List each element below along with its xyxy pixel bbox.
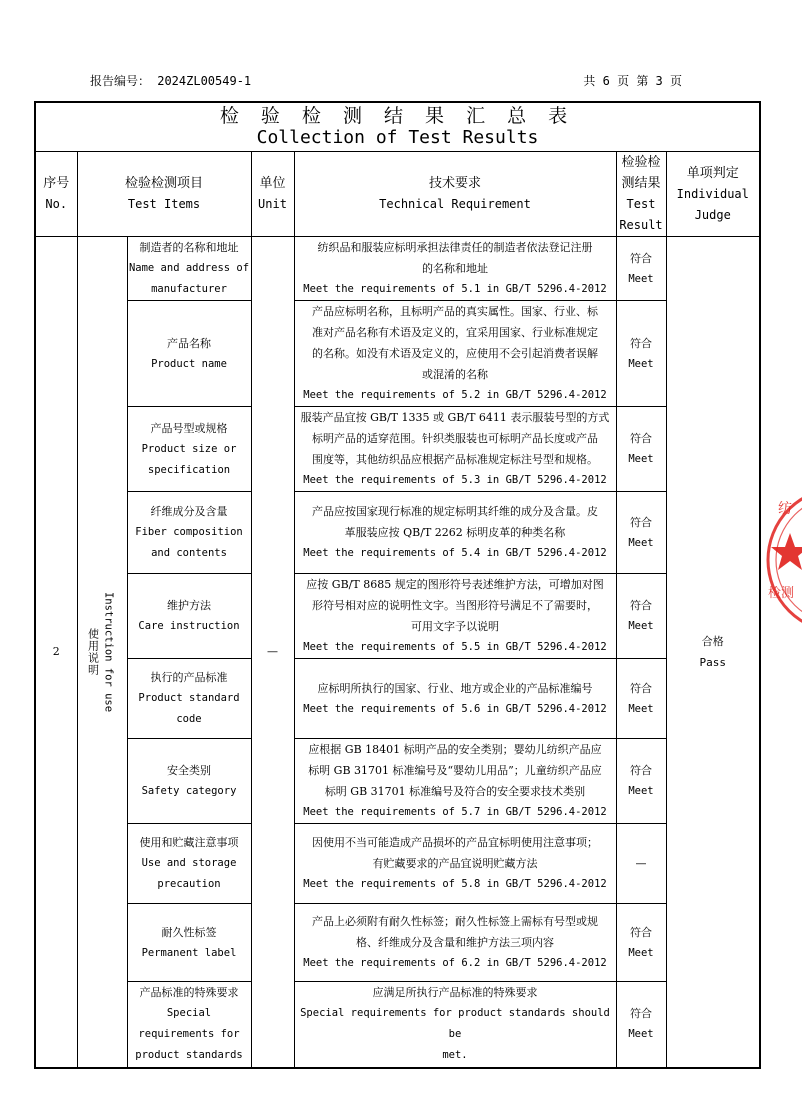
col-header-result-en-2: Result — [619, 218, 663, 232]
test-item-cn: 产品标准的特殊要求 — [139, 986, 239, 1000]
requirement-ref-line: Meet the requirements of 5.1 in GB/T 5296.4-2012 — [303, 283, 607, 295]
table-row — [35, 407, 760, 492]
col-header-result-en-1: Test — [626, 197, 656, 211]
requirement-ref-line: Meet the requirements of 5.3 in GB/T 5296.4-2012 — [303, 474, 607, 486]
individual-judge — [666, 237, 760, 1068]
test-result-en: Meet — [628, 785, 654, 797]
test-item-en: specification — [147, 463, 231, 476]
test-result — [616, 904, 666, 982]
col-header-requirement-cn: 技术要求 — [428, 176, 481, 191]
requirement-ref-line: Meet the requirements of 5.7 in GB/T 5296.4-2012 — [303, 806, 607, 818]
test-result-cn: 符合 — [630, 251, 652, 265]
judge-en: Pass — [699, 655, 726, 669]
test-item-en: requirements for — [138, 1028, 240, 1041]
category-cn: 使用说明 — [86, 627, 100, 676]
test-item-en: Special — [166, 1007, 212, 1020]
test-result-en: Meet — [628, 357, 654, 370]
test-item-cn: 执行的产品标准 — [150, 671, 228, 684]
test-result-en: Meet — [628, 620, 654, 632]
test-item-en: Permanent label — [141, 946, 237, 959]
test-result-en: Meet — [628, 946, 654, 959]
test-item-en: Use and storage — [141, 857, 237, 869]
test-item — [127, 574, 251, 659]
table-row — [35, 492, 760, 574]
stamp-seal-image — [762, 485, 802, 635]
col-header-judge — [666, 152, 760, 237]
requirement-line: 产品上必须附有耐久性标签；耐久性标签上需标有号型或规 — [312, 915, 598, 928]
technical-requirement — [294, 492, 616, 574]
col-header-requirement-en: Technical Requirement — [379, 197, 531, 211]
test-item-cn: 产品号型或规格 — [150, 421, 228, 435]
requirement-line: 格、纤维成分及含量和维护方法三项内容 — [356, 936, 554, 949]
table-title — [35, 102, 760, 152]
requirement-line: 形符号相对应的说明性文字。当图形符号满足不了需要时， — [312, 599, 598, 612]
inspection-stamp — [762, 485, 802, 635]
col-header-item-en: Test Items — [127, 197, 201, 211]
test-item-cn: 纤维成分及含量 — [150, 505, 228, 518]
requirement-line: 标明 GB 31701 标准编号及“婴幼儿用品”；儿童纺织产品应 — [308, 764, 602, 777]
test-item-cn: 使用和贮藏注意事项 — [139, 836, 239, 849]
requirement-line: 应满足所执行产品标准的特殊要求 — [372, 986, 538, 1000]
requirement-ref-line: Meet the requirements of 5.6 in GB/T 5296.4-2012 — [303, 702, 607, 715]
page-header — [90, 72, 682, 92]
technical-requirement — [294, 904, 616, 982]
technical-requirement — [294, 574, 616, 659]
col-header-seq — [35, 152, 77, 237]
requirement-ref-line: Meet the requirements of 5.4 in GB/T 5296.4-2012 — [303, 547, 607, 559]
requirement-ref-line: Meet the requirements of 5.8 in GB/T 5296.4-2012 — [303, 878, 607, 890]
test-item-en: Product standard — [138, 692, 240, 704]
requirement-line: 的名称和地址 — [422, 262, 488, 275]
test-result-cn: 符合 — [630, 1007, 652, 1021]
col-header-unit-cn: 单位 — [259, 176, 286, 191]
technical-requirement — [294, 237, 616, 301]
test-item-en: and contents — [151, 547, 227, 559]
table-title-en: Collection of Test Results — [256, 127, 539, 148]
table-row — [35, 301, 760, 407]
judge-cn: 合格 — [701, 634, 724, 648]
technical-requirement — [294, 739, 616, 824]
table-title-cn: 检 验 检 测 结 果 汇 总 表 — [219, 105, 576, 127]
test-result-en: Meet — [628, 272, 654, 285]
requirement-ref-line: Special requirements for product standards should be — [300, 1007, 610, 1041]
page-info: 共 6 页 第 3 页 — [583, 74, 682, 88]
test-result — [616, 574, 666, 659]
test-result-en: Meet — [628, 453, 654, 465]
test-result-cn: 符合 — [630, 432, 652, 445]
col-header-judge-en-2: Judge — [694, 207, 731, 222]
requirement-line: 应根据 GB 18401 标明产品的安全类别；婴幼儿纺织产品应 — [308, 743, 602, 756]
requirement-line: 标明产品的适穿范围。针织类服装也可标明产品长度或产品 — [312, 432, 598, 445]
col-header-item — [77, 152, 251, 237]
table-row — [35, 659, 760, 739]
requirement-line: 围度等，其他纺织品应根据产品标准规定标注号型和规格。 — [312, 453, 598, 466]
test-item — [127, 659, 251, 739]
test-result-cn: 符合 — [630, 336, 652, 350]
table-row — [35, 237, 760, 301]
test-item — [127, 301, 251, 407]
test-result-cn: 符合 — [630, 515, 652, 529]
svg-text:纺: 纺 — [778, 501, 792, 517]
requirement-line: 纺织品和服装应标明承担法律责任的制造者依法登记注册 — [317, 241, 593, 254]
test-result — [616, 982, 666, 1068]
unit-cell: — — [251, 237, 294, 1068]
technical-requirement — [294, 407, 616, 492]
requirement-line: 革服装应按 QB/T 2262 标明皮革的种类名称 — [344, 526, 566, 539]
test-item — [127, 739, 251, 824]
test-result-cn: 符合 — [630, 925, 652, 939]
requirement-line: 可用文字予以说明 — [411, 620, 499, 633]
test-item-en: Product name — [151, 357, 227, 370]
results-table — [34, 101, 761, 1069]
col-header-result-cn-1: 检验检 — [621, 155, 661, 170]
technical-requirement — [294, 659, 616, 739]
table-row — [35, 904, 760, 982]
test-item-en: precaution — [157, 878, 221, 890]
requirement-line: 产品应标明名称，且标明产品的真实属性。国家、行业、标 — [312, 305, 598, 318]
test-item — [127, 904, 251, 982]
technical-requirement — [294, 824, 616, 904]
test-item-cn: 耐久性标签 — [161, 925, 217, 939]
test-item-en: product standards — [135, 1049, 243, 1062]
test-item — [127, 237, 251, 301]
requirement-line: 因使用不当可能造成产品损坏的产品宜标明使用注意事项； — [312, 836, 598, 849]
test-item-cn: 制造者的名称和地址 — [139, 241, 239, 254]
requirement-ref-line: Meet the requirements of 5.2 in GB/T 5296.4-2012 — [303, 389, 607, 401]
test-result — [616, 301, 666, 407]
requirement-line: 服装产品宜按 GB/T 1335 或 GB/T 6411 表示服装号型的方式 — [300, 411, 610, 424]
test-result-cn: 符合 — [630, 764, 652, 777]
table-row — [35, 824, 760, 904]
requirement-ref-line: Meet the requirements of 6.2 in GB/T 5296.4-2012 — [303, 957, 607, 969]
technical-requirement — [294, 982, 616, 1068]
col-header-unit-en: Unit — [258, 197, 287, 211]
test-item-cn: 产品名称 — [167, 336, 211, 350]
test-item-en: Fiber composition — [135, 526, 243, 538]
test-item — [127, 407, 251, 492]
test-result — [616, 407, 666, 492]
table-row — [35, 982, 760, 1068]
col-header-result-cn-2: 测结果 — [621, 176, 661, 191]
category-cell — [77, 237, 127, 1068]
test-result-cn: 符合 — [630, 681, 652, 695]
requirement-line: 的名称。如没有术语及定义的，应使用不会引起消费者误解 — [312, 347, 598, 360]
test-item — [127, 492, 251, 574]
requirement-line: 有贮藏要求的产品宜说明贮藏方法 — [372, 857, 538, 870]
category-en: Instruction for use — [102, 591, 115, 712]
seq-number: 2 — [35, 237, 77, 1068]
test-result — [616, 492, 666, 574]
test-result — [616, 824, 666, 904]
test-result-cn: — — [635, 857, 647, 870]
col-header-judge-cn: 单项判定 — [686, 165, 739, 181]
requirement-ref-line: Meet the requirements of 5.5 in GB/T 5296.4-2012 — [303, 641, 607, 653]
requirement-line: 准对产品名称有术语及定义的，宜采用国家、行业标准规定 — [312, 326, 598, 339]
col-header-seq-en: No. — [45, 197, 68, 211]
test-item-en: Care instruction — [138, 620, 240, 632]
test-item-en: code — [176, 713, 202, 725]
col-header-item-cn: 检验检测项目 — [124, 176, 203, 191]
requirement-ref-line: met. — [442, 1049, 468, 1062]
col-header-judge-en-1: Individual — [676, 186, 749, 201]
col-header-requirement — [294, 152, 616, 237]
test-result — [616, 659, 666, 739]
test-item — [127, 824, 251, 904]
test-result — [616, 237, 666, 301]
table-row — [35, 739, 760, 824]
requirement-line: 或混淆的名称 — [422, 368, 488, 381]
col-header-unit — [251, 152, 294, 237]
requirement-line: 标明 GB 31701 标准编号及符合的安全要求技术类别 — [324, 785, 586, 798]
test-result-en: Meet — [628, 536, 654, 549]
test-result — [616, 739, 666, 824]
col-header-result — [616, 152, 666, 237]
test-item-en: Name and address of — [128, 262, 250, 274]
col-header-seq-cn: 序号 — [43, 176, 70, 191]
test-item-cn: 安全类别 — [167, 764, 211, 777]
report-number: 报告编号： 2024ZL00549-1 — [90, 74, 252, 88]
test-item-cn: 维护方法 — [167, 599, 211, 612]
technical-requirement — [294, 301, 616, 407]
requirement-line: 产品应按国家现行标准的规定标明其纤维的成分及含量。皮 — [312, 505, 598, 518]
test-result-cn: 符合 — [630, 599, 652, 612]
test-item-en: manufacturer — [151, 283, 227, 295]
test-item-en: Safety category — [141, 785, 237, 797]
table-row — [35, 574, 760, 659]
requirement-line: 应按 GB/T 8685 规定的图形符号表述维护方法，可增加对图 — [306, 578, 604, 591]
test-item-en: Product size or — [141, 442, 237, 455]
test-item — [127, 982, 251, 1068]
requirement-line: 应标明所执行的国家、行业、地方或企业的产品标准编号 — [317, 681, 593, 695]
test-result-en: Meet — [628, 1028, 654, 1041]
svg-text:检测: 检测 — [768, 586, 795, 601]
test-result-en: Meet — [628, 702, 654, 715]
